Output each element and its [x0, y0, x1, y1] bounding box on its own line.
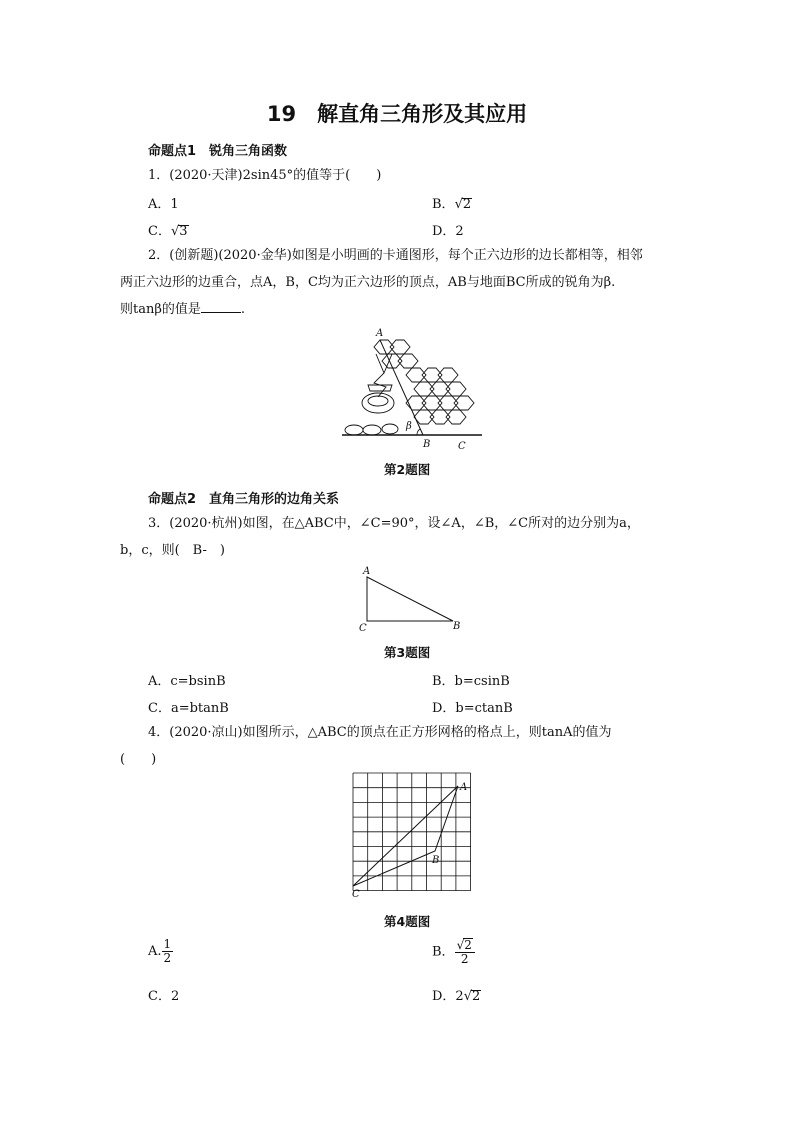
q1-option-c-label: C．: [148, 224, 171, 239]
cartoon-face: [368, 396, 388, 406]
hexagon: [422, 368, 442, 382]
q2-line-2: 两正六边形的边重合，点A，B，C均为正六边形的顶点，AB与地面BC所成的锐角为β.: [120, 275, 616, 290]
figure-2-caption: 第2题图: [384, 462, 431, 477]
cartoon-stone: [363, 425, 381, 435]
cartoon-body: [345, 354, 398, 435]
q4-line-1: 4．(2020·凉山)如图所示，△ABC的顶点在正方形网格的格点上，则tanA的值为: [148, 725, 612, 740]
hexagon: [438, 396, 458, 410]
q3-line-1: 3．(2020·杭州)如图，在△ABC中，∠C=90°，设∠A，∠B，∠C所对的边分别为a，: [148, 516, 640, 531]
hexagon: [454, 396, 474, 410]
q3-option-c[interactable]: C．a=btanB: [148, 701, 229, 716]
cartoon-neck: [368, 385, 392, 391]
label-b: B: [432, 855, 440, 866]
q1-option-d[interactable]: D．2: [432, 224, 464, 239]
figure-2: [340, 325, 490, 450]
label-b: B: [453, 621, 461, 632]
cartoon-stone: [382, 424, 398, 434]
hexagon: [398, 354, 418, 368]
fraction-denominator: 2: [460, 952, 469, 966]
fraction-numerator: 1: [163, 937, 172, 951]
q1-option-b-label: B．: [432, 197, 455, 212]
figure-3-caption: 第3题图: [384, 645, 431, 660]
q3-line-2: b，c，则( B- ): [120, 543, 225, 558]
q4-option-d-label: D．2: [432, 989, 464, 1004]
q1-stem: 1．(2020·天津)2sin45°的值等于( ): [148, 168, 382, 183]
q3-option-d[interactable]: D．b=ctanB: [432, 701, 513, 716]
sqrt-sign: √: [454, 197, 463, 212]
label-a: A: [376, 328, 384, 339]
q1-option-b[interactable]: [432, 193, 472, 212]
figure-3: [355, 563, 465, 633]
hexagon-grid: [374, 340, 474, 424]
q2-line-3-end: .: [240, 302, 246, 317]
sqrt-sign: √: [463, 989, 472, 1004]
label-beta: β: [406, 421, 412, 432]
q2-line-3-text: 则tanβ的值是: [120, 302, 201, 317]
page-title: 19 解直角三角形及其应用: [266, 102, 528, 126]
triangle-abc: [367, 577, 453, 621]
sqrt-sign: √: [170, 224, 180, 239]
q1-option-b-radicand: 2: [462, 197, 472, 212]
label-a: A: [460, 782, 468, 793]
q4-option-b-label: B．: [432, 944, 455, 960]
hexagon: [430, 410, 450, 424]
sqrt-sign: √: [456, 938, 465, 952]
hexagon: [374, 340, 394, 354]
figure-4: [346, 768, 476, 898]
q1-option-c-radicand: 3: [179, 224, 188, 239]
hexagon: [446, 382, 466, 396]
q2-line-3: [120, 300, 245, 320]
hexagon: [414, 382, 434, 396]
cartoon-arm: [374, 354, 386, 397]
hexagon: [430, 382, 450, 396]
label-c: C: [352, 889, 360, 900]
label-b: B: [423, 439, 431, 450]
hexagon: [390, 340, 410, 354]
q4-option-a[interactable]: [148, 938, 173, 965]
triangle-abc: [353, 786, 458, 886]
hexagon: [446, 410, 466, 424]
label-a: A: [363, 566, 371, 577]
angle-beta-arc: [417, 429, 420, 435]
q4-option-d-radicand: 2: [472, 989, 481, 1004]
figure-4-caption: 第4题图: [384, 914, 431, 929]
answer-blank[interactable]: [201, 300, 241, 313]
q1-option-a[interactable]: A．1: [148, 197, 179, 212]
q4-option-d[interactable]: [432, 985, 481, 1004]
q3-option-a[interactable]: A．c=bsinB: [148, 674, 226, 689]
section-heading-2: 命题点2 直角三角形的边角关系: [148, 492, 340, 507]
fraction: [455, 938, 475, 966]
q4-option-c[interactable]: C．2: [148, 989, 180, 1004]
fraction-denominator: 2: [163, 951, 172, 965]
q4-option-b[interactable]: [432, 938, 475, 966]
q2-line-1: 2．(创新题)(2020·金华)如图是小明画的卡通图形，每个正六边形的边长都相等，相邻: [148, 248, 643, 263]
q1-option-c[interactable]: [148, 220, 189, 239]
section-heading-1: 命题点1 锐角三角函数: [148, 144, 288, 159]
label-c: C: [458, 441, 466, 452]
hexagon: [438, 368, 458, 382]
hexagon: [406, 368, 426, 382]
q4-line-2: ( ): [120, 752, 157, 767]
q4-option-a-label: A.: [148, 944, 162, 959]
cartoon-stone: [345, 425, 363, 435]
fraction-radicand: 2: [464, 938, 472, 952]
label-c: C: [359, 623, 367, 634]
q3-option-b[interactable]: B．b=csinB: [432, 674, 510, 689]
fraction: [162, 938, 174, 965]
hexagon: [422, 396, 442, 410]
fraction-numerator: [455, 938, 475, 953]
